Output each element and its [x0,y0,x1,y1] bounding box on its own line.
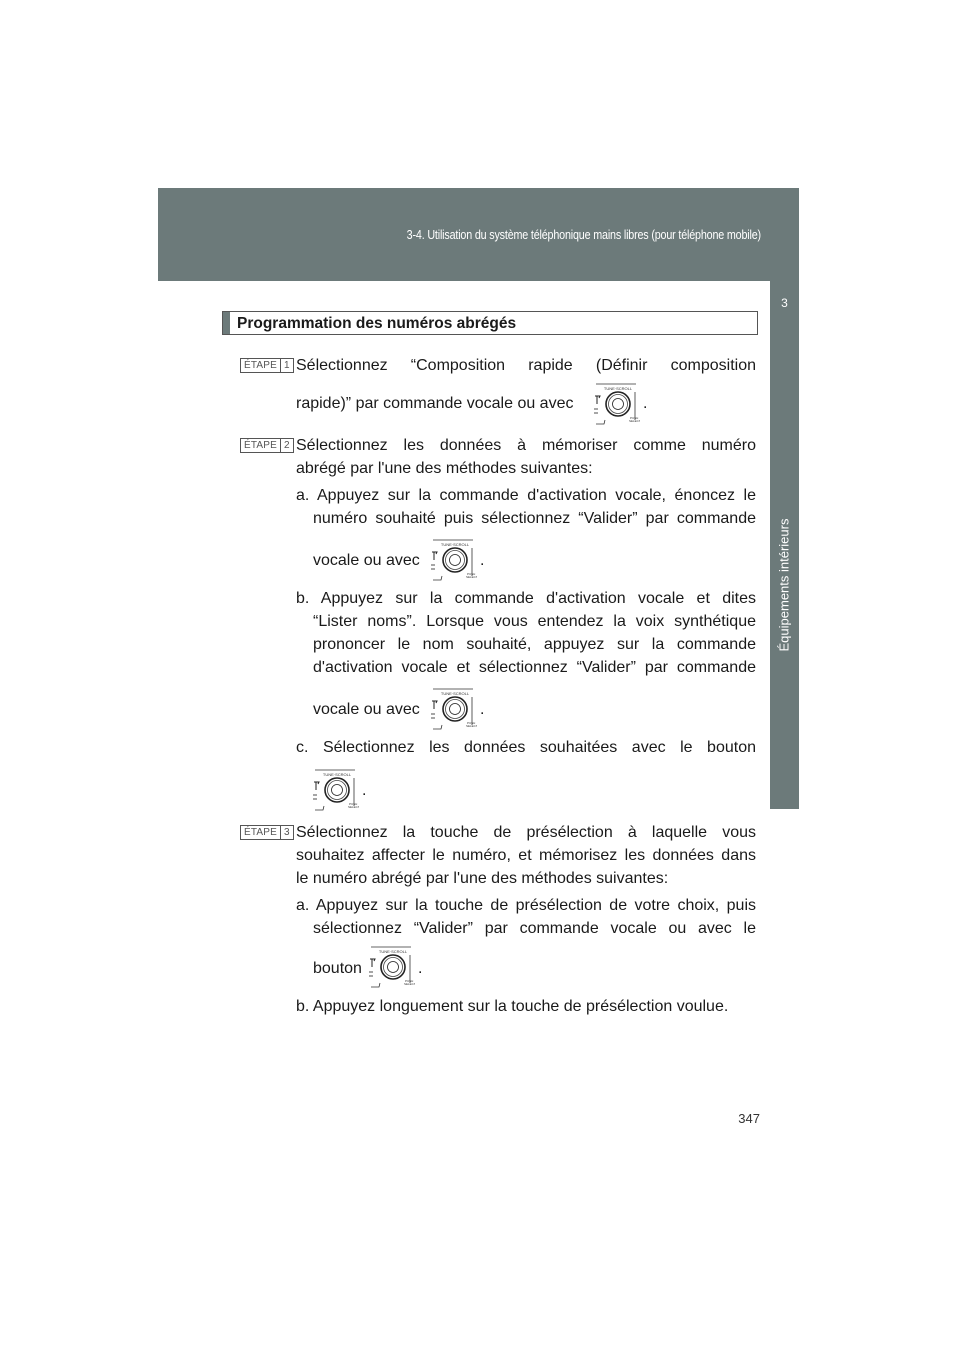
chapter-header-band [158,188,799,281]
chapter-number: 3 [781,296,788,310]
svg-text:SELECT: SELECT [466,575,477,579]
step-1-line-2: rapide)” par commande vocale ou avec [296,395,574,412]
step-badge-label: ÉTAPE [244,440,278,451]
step-3a-line-2: sélectionnez “Valider” par commande vocale ou avec le [313,920,756,937]
step-2c-line-2: . [362,782,367,799]
step-2-line-2: abrégé par l'une des méthodes suivantes: [296,460,593,477]
tune-scroll-knob-icon [311,768,359,812]
step-2b-line-6: . [480,701,485,718]
step-badge-label: ÉTAPE [244,360,278,371]
step-3b-line-1: b. Appuyez longuement sur la touche de présélection voulue. [296,998,729,1015]
svg-text:PUSH: PUSH [467,721,476,725]
svg-text:PUSH: PUSH [630,416,639,420]
step-badge-2 [240,438,294,453]
step-2a-line-1: a. Appuyez sur la commande d'activation vocale, énoncez le [296,487,756,504]
header-title: 3-4. Utilisation du système téléphonique mains libres (pour téléphone mobile) [406,228,761,242]
step-2-line-1: Sélectionnez les données à mémoriser comme numéro [296,437,756,454]
step-3-line-1: Sélectionnez la touche de présélection à laquelle vous [296,824,756,841]
svg-text:TUNE·SCROLL: TUNE·SCROLL [603,386,633,391]
step-3a-line-3: bouton [313,960,362,977]
step-1-line-3: . [643,395,648,412]
svg-text:TUNE·SCROLL: TUNE·SCROLL [440,542,470,547]
step-3-line-2: souhaitez affecter le numéro, et mémorisez les données dans [296,847,756,864]
step-2b-line-1: b. Appuyez sur la commande d'activation vocale et dites [296,590,756,607]
step-badge-label: ÉTAPE [244,827,278,838]
svg-text:TUNE·SCROLL: TUNE·SCROLL [322,772,352,777]
step-2b-line-3: prononcer le nom souhaité, appuyez sur la commande [313,636,756,653]
section-title-bar [223,312,230,334]
step-1-line-1: Sélectionnez “Composition rapide (Définir composition [296,357,756,374]
svg-text:SELECT: SELECT [348,805,359,809]
page-number: 347 [738,1111,760,1126]
tune-scroll-knob-icon [429,538,477,582]
step-2b-line-4: d'activation vocale et sélectionnez “Valider” par commande [313,659,756,676]
tune-scroll-knob-icon [429,687,477,731]
svg-text:PUSH: PUSH [467,572,476,576]
step-3a-line-1: a. Appuyez sur la touche de présélection de votre choix, puis [296,897,756,914]
svg-text:TUNE·SCROLL: TUNE·SCROLL [378,949,408,954]
step-3a-line-4: . [418,960,423,977]
chapter-label: Équipements intérieurs [776,518,792,652]
section-title-box [222,311,758,335]
step-2a-line-4: . [480,552,485,569]
tune-scroll-knob-icon [592,382,640,426]
tune-scroll-knob-icon [367,945,415,989]
svg-text:TUNE·SCROLL: TUNE·SCROLL [440,691,470,696]
step-2a-line-2: numéro souhaité puis sélectionnez “Valider” par commande [313,510,756,527]
svg-text:PUSH: PUSH [405,979,414,983]
step-2a-line-3: vocale ou avec [313,552,420,569]
step-2b-line-2: “Lister noms”. Lorsque vous entendez la voix synthétique [313,613,756,630]
step-badge-3 [240,825,294,840]
step-badge-1 [240,358,294,373]
svg-text:SELECT: SELECT [629,419,640,423]
step-badge-number: 2 [280,439,293,452]
step-2b-line-5: vocale ou avec [313,701,420,718]
step-badge-number: 3 [280,826,293,839]
step-2c-line-1: c. Sélectionnez les données souhaitées avec le bouton [296,739,756,756]
svg-text:SELECT: SELECT [466,724,477,728]
section-title: Programmation des numéros abrégés [237,315,517,332]
svg-text:PUSH: PUSH [349,802,358,806]
svg-text:SELECT: SELECT [404,982,415,986]
step-3-line-3: le numéro abrégé par l'une des méthodes suivantes: [296,870,669,887]
step-badge-number: 1 [280,359,293,372]
